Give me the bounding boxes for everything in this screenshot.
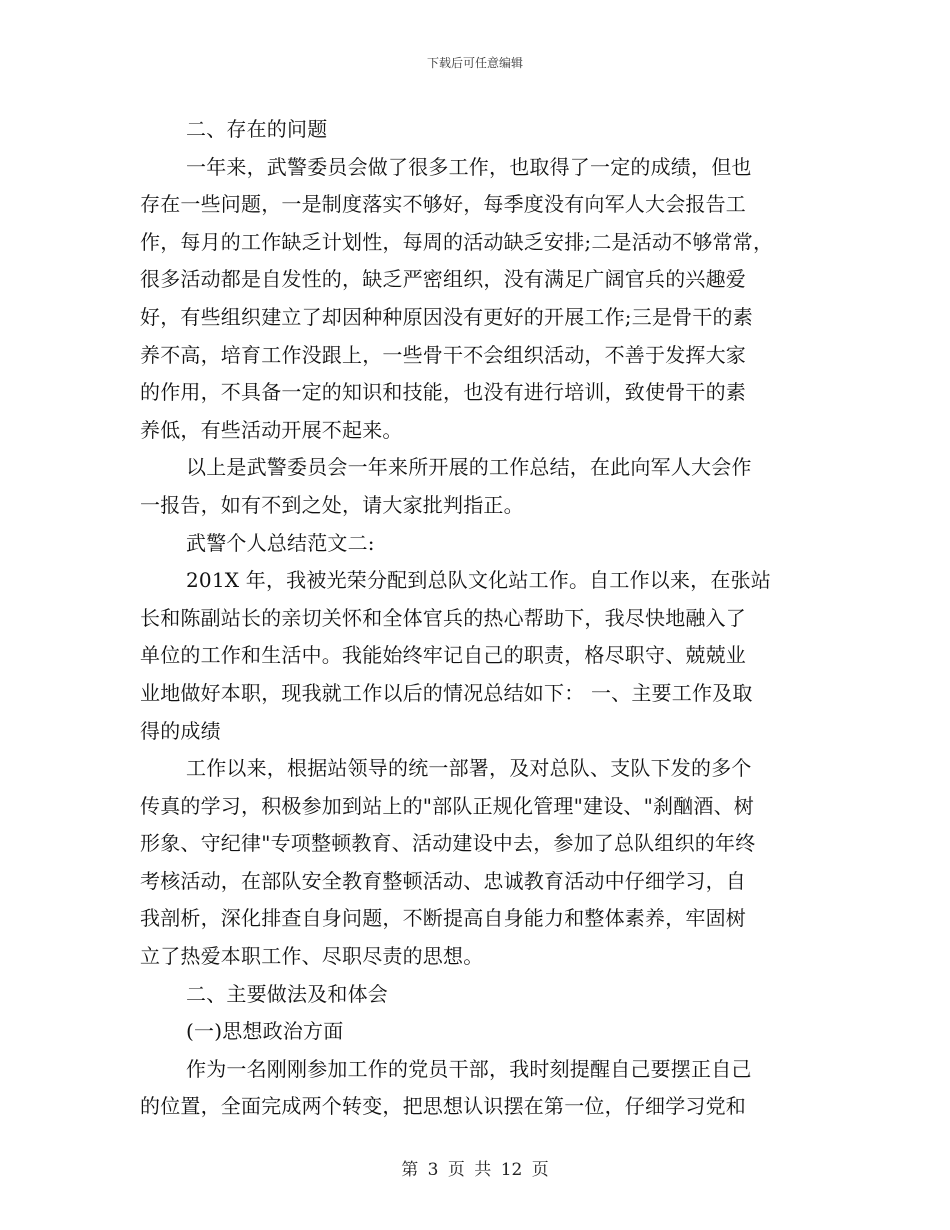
text-line: 存在一些问题，一是制度落实不够好，每季度没有向军人大会报告工 xyxy=(140,192,746,217)
text-line: 养低，有些活动开展不起来。 xyxy=(140,417,403,442)
text-line: 作为一名刚刚参加工作的党员干部，我时刻提醒自己要摆正自己 xyxy=(186,1056,752,1081)
text-line: 我剖析，深化排查自身问题，不断提高自身能力和整体素养，牢固树 xyxy=(140,906,746,931)
text-line: 单位的工作和生活中。我能始终牢记自己的职责，格尽职守、兢兢业 xyxy=(140,643,746,668)
header-note: 下载后可任意编辑 xyxy=(426,56,523,70)
document-body xyxy=(140,111,815,1126)
text-line: 长和陈副站长的亲切关怀和全体官兵的热心帮助下，我尽快地融入了 xyxy=(140,605,746,630)
text-line: 一报告，如有不到之处，请大家批判指正。 xyxy=(140,492,524,517)
text-line: (一)思想政治方面 xyxy=(186,1019,344,1044)
text-line: 二、存在的问题 xyxy=(186,117,328,141)
text-line: 的作用，不具备一定的知识和技能，也没有进行培训，致使骨干的素 xyxy=(140,380,746,405)
text-line: 传真的学习，积极参加到站上的"部队正规化管理"建设、"刹酗酒、树 xyxy=(140,793,754,818)
page-number: 第 3 页 共 12 页 xyxy=(401,1160,549,1180)
text-line: 养不高，培育工作没跟上，一些骨干不会组织活动，不善于发挥大家 xyxy=(140,342,746,367)
text-line: 二、主要做法及和体会 xyxy=(186,981,388,1006)
text-line: 工作以来，根据站领导的统一部署，及对总队、支队下发的多个 xyxy=(186,756,752,781)
text-line: 一年来，武警委员会做了很多工作，也取得了一定的成绩，但也 xyxy=(186,154,752,179)
text-line: 形象、守纪律"专项整顿教育、活动建设中去，参加了总队组织的年终 xyxy=(140,831,756,856)
text-line: 武警个人总结范文二: xyxy=(186,530,375,555)
text-line: 得的成绩 xyxy=(140,718,221,743)
text-line: 业地做好本职，现我就工作以后的情况总结如下： 一、主要工作及取 xyxy=(140,680,753,705)
text-line: 作，每月的工作缺乏计划性，每周的活动缺乏安排;二是活动不够常常， xyxy=(140,229,774,254)
text-line: 考核活动，在部队安全教育整顿活动、忠诚教育活动中仔细学习，自 xyxy=(140,868,746,893)
text-line: 好，有些组织建立了却因种种原因没有更好的开展工作;三是骨干的素 xyxy=(140,304,753,329)
text-line: 201X 年，我被光荣分配到总队文化站工作。自工作以来，在张站 xyxy=(186,568,771,593)
text-line: 很多活动都是自发性的，缺乏严密组织，没有满足广阔官兵的兴趣爱 xyxy=(140,267,746,292)
text-line: 以上是武警委员会一年来所开展的工作总结，在此向军人大会作 xyxy=(186,455,752,480)
text-line: 立了热爱本职工作、尽职尽责的思想。 xyxy=(140,944,484,969)
text-line: 的位置，全面完成两个转变，把思想认识摆在第一位，仔细学习党和 xyxy=(140,1094,746,1119)
